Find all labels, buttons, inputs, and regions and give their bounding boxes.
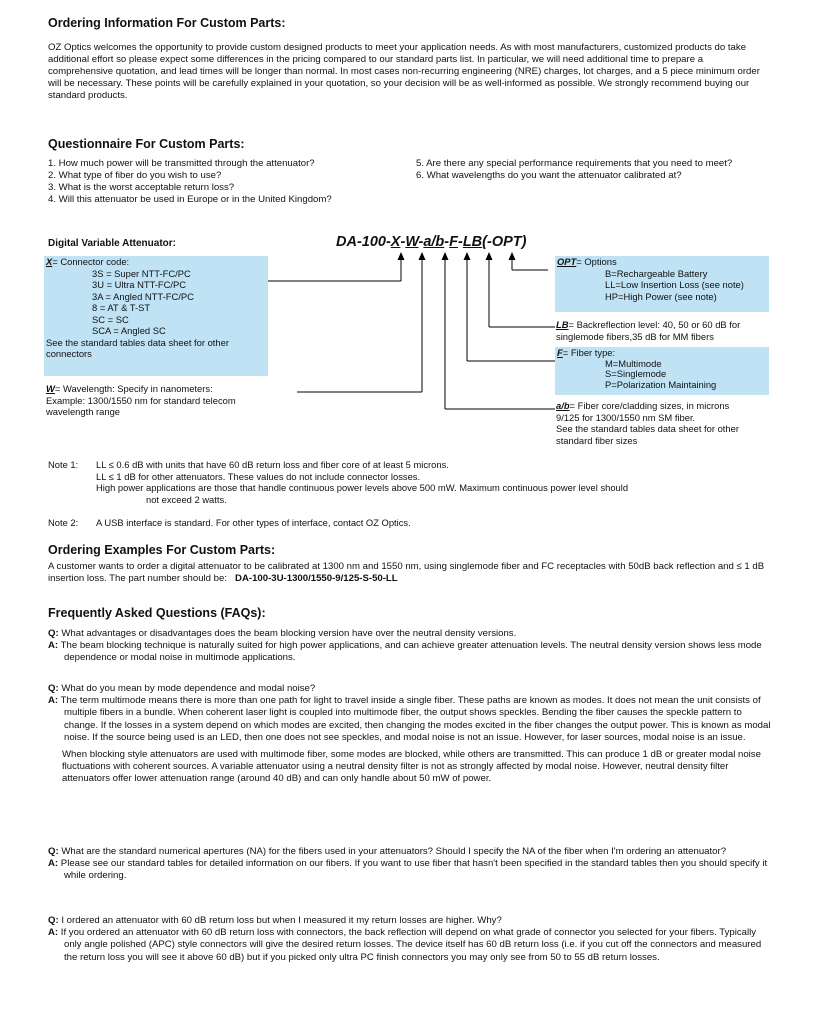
connector-option: 3S = Super NTT-FC/PC — [92, 267, 191, 279]
faq-question: What are the standard numerical apertures (NA) for the fibers used in your attenuators? Should I specify the NA of the fiber when I'm ordering an attenuator? — [61, 846, 727, 857]
note1-label: Note 1: — [48, 459, 79, 470]
ordering-examples-heading: Ordering Examples For Custom Parts: — [48, 543, 276, 557]
faq-heading: Frequently Asked Questions (FAQs): — [48, 606, 266, 620]
connector-option: SC = SC — [92, 313, 129, 325]
faq-answer-continued: When blocking style attenuators are used with multimode fiber, some modes are blocked, while others are transmitted. This can produce 1 dB or greater modal noise fluctuations with coherent sources. A variable attenuator using a neutral density filter is not as strongly affected by modal noise. However, neutral density filter attenuators offer lower attenuation range (around 40 dB) and can only handle about 50 mW of power. — [62, 749, 761, 785]
connector-option: 3A = Angled NTT-FC/PC — [92, 290, 194, 302]
connector-note: See the standard tables data sheet for other connectors — [46, 336, 229, 359]
diagram-title: Digital Variable Attenuator: — [48, 238, 176, 249]
faq-item: Q: What advantages or disadvantages does the beam blocking version have over the neutral density versions. A: The beam blocking technique is naturally suited for high power applications, and can achieve greater attenuation levels. The neutral density version shows less mode dependence or modal noise in multimode applications. — [48, 628, 762, 664]
fiber-type-item: S=Singlemode — [605, 368, 667, 379]
faq-question: What do you mean by mode dependence and modal noise? — [61, 683, 316, 694]
fiber-type-item: M=Multimode — [605, 357, 662, 369]
example-part-number: DA-100-3U-1300/1550-9/125-S-50-LL — [235, 573, 398, 584]
questionnaire-item: 4. Will this attenuator be used in Europe or in the United Kingdom? — [48, 194, 332, 205]
wavelength-block: W= Wavelength: Specify in nanometers: Example: 1300/1550 nm for standard telecom wavelength range — [46, 383, 236, 417]
option-item: HP=High Power (see note) — [605, 290, 717, 302]
fiber-type-item: P=Polarization Maintaining — [605, 378, 717, 390]
fiber-type-box: F= Fiber type: M=Multimode S=Singlemode P=Polarization Maintaining — [555, 347, 769, 395]
option-item: LL=Low Insertion Loss (see note) — [605, 279, 744, 290]
part-number-template: DA-100-X-W-a/b-F-LB(-OPT) — [336, 234, 527, 250]
connector-option: 8 = AT & T-ST — [92, 302, 151, 313]
faq-answer: If you ordered an attenuator with 60 dB return loss with connectors, the back reflection will depend on what grade of connector you selected for your fibers. Typically only angle polished (APC) style connectors will give the desired return losses. The device itself has 60 dB return loss (i.e. if you cut off the connectors and measured the return loss you will see it above 60 dB) but if you picked only ultra PC finish connectors you may only see from 50 to 55 dB return losses. — [60, 927, 762, 963]
core-cladding-block: a/b= Fiber core/cladding sizes, in microns 9/125 for 1300/1550 nm SM fiber. See the standard tables data sheet for other standard fiber sizes — [556, 400, 739, 446]
faq-item: Q: What are the standard numerical apertures (NA) for the fibers used in your attenuators? Should I specify the NA of the fiber when I'm ordering an attenuator? A: Please see our standard tables for detailed information on our fibers. If you want to use fiber that hasn't been specified in the standard tables then you should specify it while ordering. — [48, 846, 768, 882]
faq-item: Q: What do you mean by mode dependence and modal noise? A: The term multimode means there is more than one path for light to travel inside a single fiber. These paths are known as modes. It does not mean the unit consists of multiple fibers in a bundle. When coherent laser light is coupled into multimode fiber, the output shows speckles. Bending the fiber causes the speckle pattern to change. If the losses in a system depend on which modes are excited, then changing the modes excited in the fiber changes the output power. This is known as modal noise. If the source being used is an LED, then one does not see speckles, and modal noise is not an issue. However, for laser sources, modal noise is an issue. When blocking style attenuators are used with multimode fiber, some modes are blocked, while others are transmitted. This can produce 1 dB or greater modal noise fluctuations with coherent sources. A variable attenuator using a neutral density filter is not as strongly affected by modal noise. However, neutral density filter attenuators offer lower attenuation range (around 40 dB) and can only handle about 50 mW of power. — [48, 683, 771, 785]
diagram-connector-lines — [0, 0, 816, 460]
note2-text: A USB interface is standard. For other types of interface, contact OZ Optics. — [96, 517, 411, 528]
backreflection-block: LB= Backreflection level: 40, 50 or 60 dB for singlemode fibers,35 dB for MM fibers — [556, 319, 741, 342]
faq-answer: The term multimode means there is more than one path for light to travel inside a single fiber. These paths are known as modes. It does not mean the unit consists of multiple fibers in a bundle. When coherent laser light is coupled into multimode fiber, the output shows speckles. Bending the fiber causes the speckle pattern to change. If the losses in a system depend on which modes are excited, then changing the modes excited in the fiber changes the output power. This is known as modal noise. If the source being used is an LED, then one does not see speckles, and modal noise is not an issue. However, for laser sources, modal noise is an issue. — [60, 695, 771, 743]
ordering-info-body: OZ Optics welcomes the opportunity to provide custom designed products to meet your application needs. As with most manufacturers, customized products do take additional effort so please expect some differences in the pricing compared to our standard parts list. In particular, we will need additional time to prepare a comprehensive quotation, and lead times will be longer than normal. In most cases non-recurring engineering (NRE) charges, lot charges, and a 5 piece minimum order will be necessary. These points will be carefully explained in your quotation, so your decision will be as well-informed as possible. We strongly recommend buying our standard products. — [48, 42, 760, 101]
ordering-examples-body: A customer wants to order a digital attenuator to be calibrated at 1300 nm and 1550 nm, using singlemode fiber and FC receptacles with 50dB back reflection and ≤ 1 dB insertion loss. The part number should be: DA-100-3U-1300/1550-9/125-S-50-LL — [48, 561, 765, 584]
questionnaire-heading: Questionnaire For Custom Parts: — [48, 137, 245, 151]
options-box: OPT= Options B=Rechargeable Battery LL=Low Insertion Loss (see note) HP=High Power (see note) — [555, 256, 769, 312]
option-item: B=Rechargeable Battery — [605, 267, 708, 279]
connector-option: 3U = Ultra NTT-FC/PC — [92, 279, 187, 290]
faq-question: I ordered an attenuator with 60 dB return loss but when I measured it my return losses are higher. Why? — [61, 915, 502, 926]
notes-section — [48, 459, 778, 531]
note2-label: Note 2: — [48, 517, 79, 528]
questionnaire-item: 6. What wavelengths do you want the attenuator calibrated at? — [416, 170, 682, 181]
questionnaire-item: 5. Are there any special performance requirements that you need to meet? — [416, 158, 733, 169]
questionnaire-item: 2. What type of fiber do you wish to use? — [48, 170, 222, 181]
connector-option: SCA = Angled SC — [92, 325, 166, 336]
faq-answer: Please see our standard tables for detailed information on our fibers. If you want to use fiber that hasn't been specified in the standard tables then you should specify it while ordering. — [60, 858, 768, 882]
note1-text: LL ≤ 0.6 dB with units that have 60 dB return loss and fiber core of at least 5 microns. LL ≤ 1 dB for other attenuators. These values do not include connector losses. High power applications are those that handle continuous power levels above 500 mW. Maximum continuous power level should not exceed 2 watts. — [96, 459, 629, 505]
faq-answer: The beam blocking technique is naturally suited for high power applications, and can achieve greater attenuation levels. The neutral density version shows less mode dependence or modal noise in multimode applications. — [60, 640, 762, 664]
questionnaire-item: 3. What is the worst acceptable return loss? — [48, 182, 235, 193]
faq-question: What advantages or disadvantages does the beam blocking version have over the neutral density versions. — [61, 628, 517, 639]
ordering-info-heading: Ordering Information For Custom Parts: — [48, 16, 286, 30]
faq-item: Q: I ordered an attenuator with 60 dB return loss but when I measured it my return losses are higher. Why? A: If you ordered an attenuator with 60 dB return loss with connectors, the back reflection will depend on what grade of connector you selected for your fibers. Typically only angle polished (APC) style connectors will give the desired return losses. The device itself has 60 dB return loss (i.e. if you cut off the connectors and measured the return loss you will see it above 60 dB) but if you picked only ultra PC finish connectors you may only see from 50 to 55 dB return losses. — [48, 915, 762, 963]
questionnaire-item: 1. How much power will be transmitted through the attenuator? — [48, 158, 315, 169]
connector-code-box: X= Connector code: 3S = Super NTT-FC/PC 3U = Ultra NTT-FC/PC 3A = Angled NTT-FC/PC 8 = AT & T-ST SC = SC SCA = Angled SC See the standard tables data sheet for other connectors — [44, 256, 268, 376]
